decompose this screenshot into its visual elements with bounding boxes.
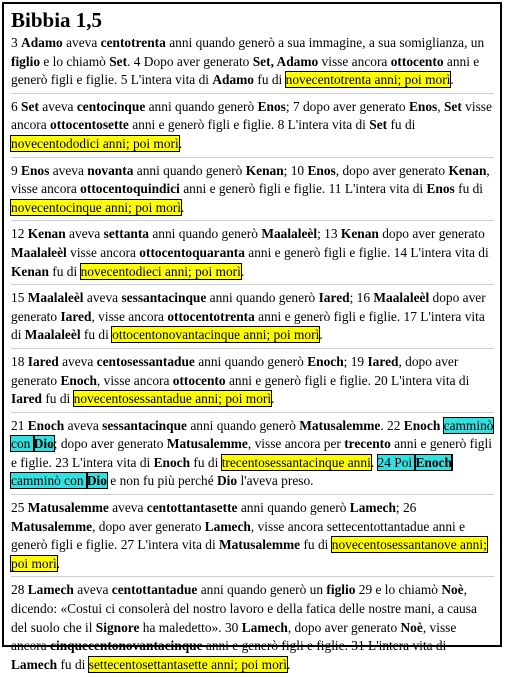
bold-term: Noè	[441, 582, 464, 598]
bold-term: Maalaleèl	[11, 244, 67, 260]
verse-text: anni e generò figli e figlie. 14 L'intera vita di	[244, 244, 489, 260]
verse-text: .	[450, 72, 454, 88]
verse-text: 29 e lo chiamò	[355, 582, 442, 598]
verse-text: fu di	[190, 454, 222, 470]
verse-text: anni e generò figli e figlie. 20 L'intera vita di	[225, 372, 470, 388]
verse-text: fu di	[387, 117, 416, 133]
verse-text: ; 26	[395, 500, 417, 516]
highlighted-walk-with-god: 24 Poi	[377, 454, 416, 470]
verse-text: anni quando generò	[186, 417, 300, 433]
bold-term: Enos	[307, 162, 336, 178]
verse-text: ,	[437, 98, 444, 114]
verse-text: .	[286, 656, 291, 672]
verse-text: , visse ancora settecentottantadue anni e generò figli e figlie. 27 L'intera vita di	[11, 518, 466, 553]
verse-text: 18	[11, 353, 28, 369]
verse-text: visse ancora	[11, 98, 492, 133]
verse-text: , dicendo: «Costui ci consolerà del nostro lavoro e della fatica delle nostre mani, a causa del suolo che il	[11, 582, 477, 635]
verse-text: , visse ancora	[91, 308, 168, 324]
bold-term: Noè	[400, 619, 423, 635]
bold-term: Maalaleèl	[261, 226, 318, 242]
bold-term: Enos	[21, 162, 50, 178]
verse-text: visse ancora	[66, 244, 140, 260]
bold-term: Lamech	[27, 582, 74, 598]
verse-text: anni e generò figli e figlie. 17 L'intera vita di	[11, 308, 485, 343]
bold-term: ottocentoquindici	[80, 181, 180, 197]
bold-term: Iared	[60, 308, 92, 324]
bold-term: figlio	[11, 53, 41, 69]
bold-term: Dio	[217, 473, 238, 489]
verse-list	[11, 34, 494, 677]
bold-term: Set	[369, 117, 388, 133]
verse-text: aveva	[108, 500, 147, 516]
verse-text: anni e generò figli e figlie. 8 L'intera vita di	[128, 117, 370, 133]
bold-term: Lamech	[11, 656, 58, 672]
verse-text: .	[240, 263, 245, 279]
document-frame	[2, 2, 502, 672]
verse-text: fu di	[454, 181, 484, 197]
bold-term: Maalaleèl	[24, 327, 81, 343]
bold-term: Kenan	[340, 226, 379, 242]
verse-text: . 4 Dopo aver generato	[127, 53, 253, 69]
verse-text: 21	[11, 417, 28, 433]
bold-term: Kenan	[448, 162, 487, 178]
bold-term: Matusalemme	[11, 518, 93, 534]
bold-term: Lamech	[349, 500, 396, 516]
bold-term: Iared	[11, 391, 42, 407]
verse-text: , dopo aver generato	[92, 518, 205, 534]
verse-text: anni quando generò a sua immagine, a sua somiglianza, un	[165, 35, 485, 50]
bold-term: ottocentotrenta	[167, 308, 255, 324]
verse-text: .	[271, 391, 275, 407]
verse-text: dopo aver generato	[378, 226, 485, 242]
verse-paragraph	[11, 289, 494, 349]
bold-term: Enos	[257, 98, 286, 114]
bold-term: Enos	[426, 181, 455, 197]
verse-text: , dopo aver generato	[287, 619, 401, 635]
verse-paragraph	[11, 225, 494, 285]
verse-paragraph	[11, 98, 494, 158]
verse-text: anni e generò figli e figlie. 23 L'intera vita di	[11, 436, 492, 470]
verse-paragraph	[11, 581, 494, 677]
highlighted-lifespan: novecentotrenta anni; poi morì	[285, 72, 451, 88]
bold-term: Iared	[367, 353, 399, 369]
verse-text: e non fu più perché	[106, 473, 218, 489]
bold-term: Maalaleèl	[27, 290, 84, 306]
bold-term: sessantacinque	[121, 290, 207, 306]
bold-term: Matusalemme	[219, 537, 301, 553]
bold-term: Iared	[27, 353, 59, 369]
bold-term: cinquecentonovantacinque	[50, 638, 203, 654]
highlighted-lifespan: novecentosessantadue anni; poi morì	[73, 391, 272, 407]
highlighted-lifespan: novecentododici anni; poi morì	[11, 135, 179, 151]
bold-term: Enoch	[60, 372, 97, 388]
bold-term: Set	[21, 98, 39, 114]
verse-text: ; 7 dopo aver generato	[285, 98, 409, 114]
verse-text: aveva	[38, 98, 77, 114]
highlighted-lifespan: novecentodieci anni; poi morì	[80, 263, 241, 279]
highlighted-walk-with-god: camminò con	[11, 473, 87, 489]
highlighted-walk-with-god: Dio	[86, 473, 107, 489]
verse-text: fu di	[300, 537, 332, 553]
verse-text: anni quando generò un	[197, 582, 327, 598]
bold-term: centocinque	[76, 98, 146, 114]
verse-text: ha maledetto». 30	[139, 619, 242, 635]
bold-term: Matusalemme	[166, 436, 248, 452]
verse-text: .	[370, 454, 378, 470]
highlighted-lifespan: settecentosettantasette anni; poi morì	[88, 656, 287, 672]
bold-term: Matusalemme	[27, 500, 109, 516]
highlighted-walk-with-god: Dio	[33, 436, 54, 452]
bold-term: Lamech	[241, 619, 288, 635]
bold-term: Signore	[95, 619, 140, 635]
verse-text: 6	[11, 98, 22, 114]
bold-term: centotrenta	[100, 35, 166, 50]
verse-text: , visse ancora	[96, 372, 173, 388]
bold-term: ottocentoquaranta	[139, 244, 245, 260]
verse-text: , dopo aver generato	[11, 353, 459, 388]
bold-term: figlio	[326, 582, 356, 598]
bold-term: Enoch	[403, 417, 441, 433]
bold-term: Set	[443, 98, 462, 114]
highlighted-lifespan: novecentocinque anni; poi morì	[11, 199, 181, 215]
verse-text: 15	[11, 290, 28, 306]
verse-text: fu di	[57, 656, 89, 672]
bold-term: Set	[109, 53, 128, 69]
verse-text: l'aveva preso.	[237, 473, 314, 489]
bold-term: Enos	[408, 98, 438, 114]
verse-text: ; 19	[343, 353, 368, 369]
bold-term: Set, Adamo	[252, 53, 319, 69]
highlighted-walk-with-god: camminò con	[11, 417, 494, 452]
verse-text: ; 13	[317, 226, 341, 242]
bold-term: novanta	[87, 162, 134, 178]
bold-term: Kenan	[11, 263, 49, 279]
verse-text: aveva	[65, 226, 104, 242]
highlighted-lifespan: novecentosessantanove anni; poi morì	[11, 537, 487, 571]
verse-text: fu di	[80, 327, 113, 343]
verse-text: anni e generò figli e figlie. 31 L'intera vita di	[202, 638, 447, 654]
verse-paragraph	[11, 499, 494, 577]
page-title: Bibbia 1,5	[11, 8, 103, 32]
verse-paragraph	[11, 162, 494, 222]
bold-term: Adamo	[21, 35, 63, 50]
bold-term: trecento	[344, 436, 391, 452]
verse-text: anni e generò figli e figlie. 11 L'intera vita di	[179, 181, 427, 197]
bold-term: ottocentosette	[50, 117, 129, 133]
verse-text: aveva	[83, 290, 122, 306]
bold-term: centottantasette	[146, 500, 238, 516]
bold-term: Adamo	[212, 72, 255, 88]
verse-text: ; 16	[349, 290, 374, 306]
verse-text: e lo chiamò	[40, 53, 110, 69]
verse-text: ; dopo aver generato	[53, 436, 167, 452]
verse-text: aveva	[64, 417, 103, 433]
verse-text: 3	[11, 35, 22, 50]
verse-text: 25	[11, 500, 28, 516]
verse-text: , dopo aver generato	[335, 162, 449, 178]
bold-term: Iared	[318, 290, 350, 306]
verse-text: anni quando generò	[237, 500, 350, 516]
bold-term: Maalaleèl	[373, 290, 430, 306]
verse-text: aveva	[73, 582, 112, 598]
verse-text: , visse ancora per	[247, 436, 345, 452]
bold-term: ottocento	[390, 53, 444, 69]
highlighted-lifespan: trecentosessantacinque anni	[221, 454, 371, 470]
verse-text: .	[180, 199, 185, 215]
verse-text: anni quando generò	[133, 162, 246, 178]
verse-text: ; 10	[283, 162, 308, 178]
verse-text: .	[56, 555, 61, 571]
verse-text: .	[319, 327, 323, 343]
verse-text: fu di	[48, 263, 81, 279]
bold-term: centottantadue	[111, 582, 198, 598]
verse-text: , visse ancora	[11, 162, 490, 197]
verse-text: .	[178, 135, 183, 151]
verse-text: 12	[11, 226, 28, 242]
bold-term: ottocento	[172, 372, 226, 388]
bold-term: Kenan	[245, 162, 284, 178]
bold-term: Enoch	[153, 454, 191, 470]
verse-text: aveva	[62, 35, 101, 50]
verse-paragraph	[11, 353, 494, 413]
verse-paragraph	[11, 417, 494, 495]
verse-text: anni quando generò	[194, 353, 308, 369]
verse-text: anni quando generò	[149, 226, 262, 242]
verse-text: anni e generò figli e figlie. 5 L'intera vita di	[11, 53, 480, 88]
verse-text: fu di	[254, 72, 286, 88]
verse-text: fu di	[42, 391, 74, 407]
bold-term: Enoch	[27, 417, 65, 433]
verse-text: 28	[11, 582, 28, 598]
verse-text: aveva	[49, 162, 88, 178]
bold-term: Matusalemme	[299, 417, 381, 433]
verse-text: visse ancora	[318, 53, 391, 69]
bold-term: settanta	[103, 226, 149, 242]
bold-term: sessantacinque	[102, 417, 187, 433]
bold-term: Lamech	[204, 518, 251, 534]
bold-term: centosessantadue	[96, 353, 195, 369]
bold-term: Kenan	[27, 226, 66, 242]
highlighted-walk-with-god: Enoch	[415, 454, 452, 470]
verse-text: anni quando generò	[206, 290, 319, 306]
verse-text: anni quando generò	[145, 98, 258, 114]
verse-text: . 22	[380, 417, 404, 433]
verse-text: 9	[11, 162, 22, 178]
highlighted-lifespan: ottocentonovantacinque anni; poi morì	[112, 327, 320, 343]
verse-text: dopo aver generato	[11, 290, 486, 324]
verse-text: aveva	[58, 353, 97, 369]
verse-paragraph	[11, 34, 494, 94]
bold-term: Enoch	[307, 353, 344, 369]
verse-text: , visse ancora	[11, 619, 457, 654]
